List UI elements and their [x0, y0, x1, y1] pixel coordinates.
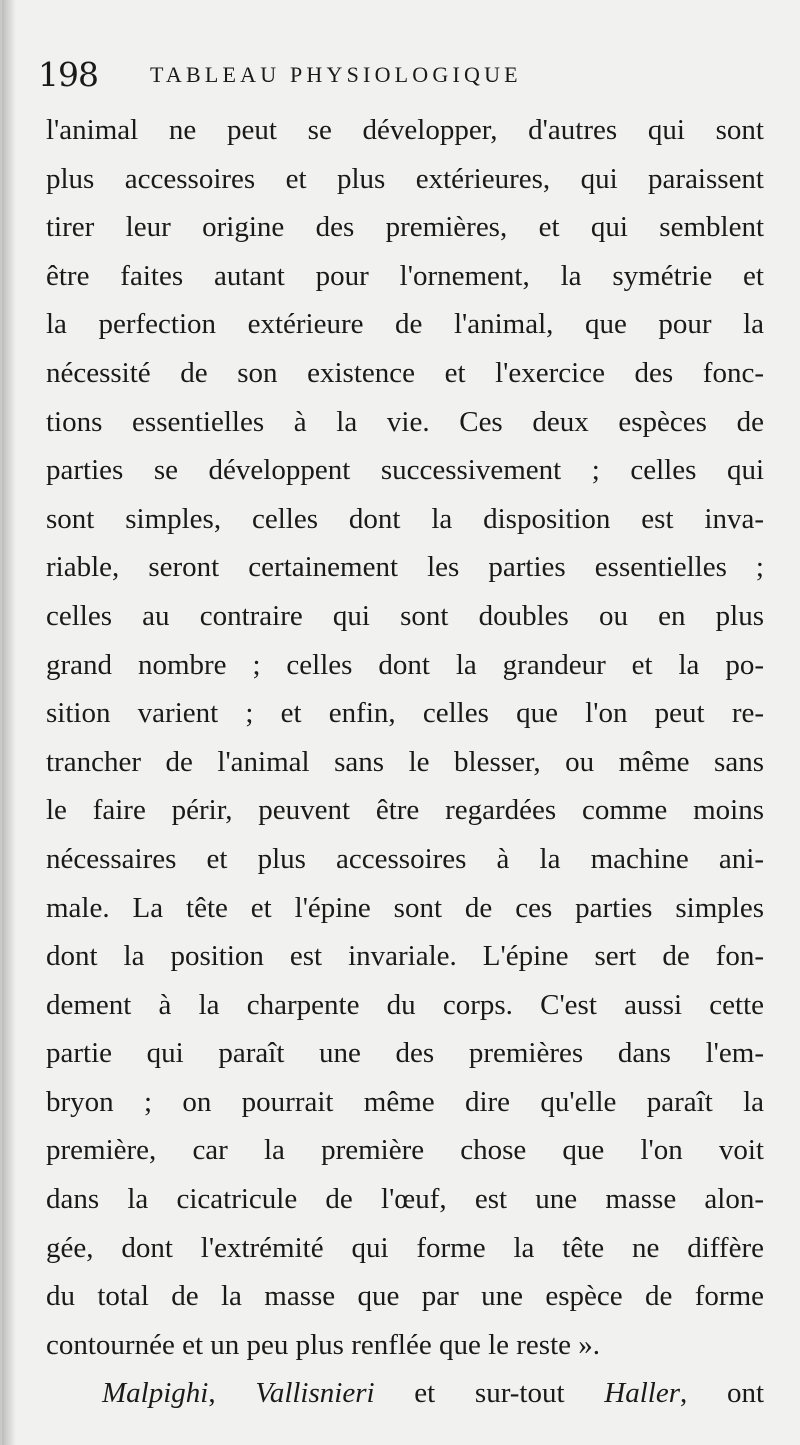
text-line: tirer leur origine des premières, et qui semblent — [46, 211, 764, 244]
text-line: dans la cicatricule de l'œuf, est une masse alon- — [46, 1183, 764, 1216]
text-line: trancher de l'animal sans le blesser, ou même sans — [46, 745, 764, 778]
text-line: grand nombre ; celles dont la grandeur et la po- — [46, 648, 764, 681]
body-text — [46, 106, 764, 1418]
paragraph-start-line — [46, 1369, 764, 1418]
text-line: bryon ; on pourrait même dire qu'elle paraît la — [46, 1085, 764, 1118]
text-line: riable, seront certainement les parties essentielles ; — [46, 551, 764, 584]
text-line: le faire périr, peuvent être regardées comme moins — [46, 794, 764, 827]
text-separator: , — [208, 1377, 256, 1410]
text-line: plus accessoires et plus extérieures, qui paraissent — [46, 162, 764, 195]
text-line: tions essentielles à la vie. Ces deux espèces de — [46, 405, 764, 438]
text-line: la perfection extérieure de l'animal, que pour la — [46, 308, 764, 341]
text-line: dont la position est invariale. L'épine sert de fon- — [46, 940, 764, 973]
text-ending: , ont — [679, 1377, 765, 1410]
text-line: contournée et un peu plus renflée que le reste ». — [46, 1328, 601, 1361]
paragraph-continued — [46, 106, 764, 1369]
text-line: partie qui paraît une des premières dans l'em- — [46, 1037, 764, 1070]
text-line: male. La tête et l'épine sont de ces parties simples — [46, 891, 764, 924]
text-line: dement à la charpente du corps. C'est aussi cette — [46, 988, 764, 1021]
text-line: sont simples, celles dont la disposition est inva- — [46, 502, 764, 535]
text-line: celles au contraire qui sont doubles ou en plus — [46, 599, 764, 632]
running-title: TABLEAU PHYSIOLOGIQUE — [150, 62, 522, 87]
text-line: être faites autant pour l'ornement, la symétrie et — [46, 259, 764, 292]
page-gutter-shadow — [2, 0, 16, 1445]
text-line: parties se développent successivement ; celles qui — [46, 454, 764, 487]
text-line: nécessaires et plus accessoires à la machine ani- — [46, 842, 764, 875]
text-connector: et sur-tout — [374, 1377, 605, 1410]
text-line: du total de la masse que par une espèce de forme — [46, 1280, 764, 1313]
page-number: 198 — [38, 55, 98, 94]
text-line: nécessité de son existence et l'exercice des fonc- — [46, 356, 764, 389]
text-line: première, car la première chose que l'on voit — [46, 1134, 764, 1167]
text-line: sition varient ; et enfin, celles que l'on peut re- — [46, 697, 764, 730]
text-line: l'animal ne peut se développer, d'autres qui sont — [46, 114, 764, 146]
author-name-vallisnieri: Vallisnieri — [255, 1377, 375, 1410]
running-head — [38, 50, 758, 100]
author-name-malpighi: Malpighi — [102, 1377, 209, 1410]
text-line: gée, dont l'extrémité qui forme la tête ne diffère — [46, 1231, 764, 1264]
author-name-haller: Haller — [604, 1377, 680, 1410]
